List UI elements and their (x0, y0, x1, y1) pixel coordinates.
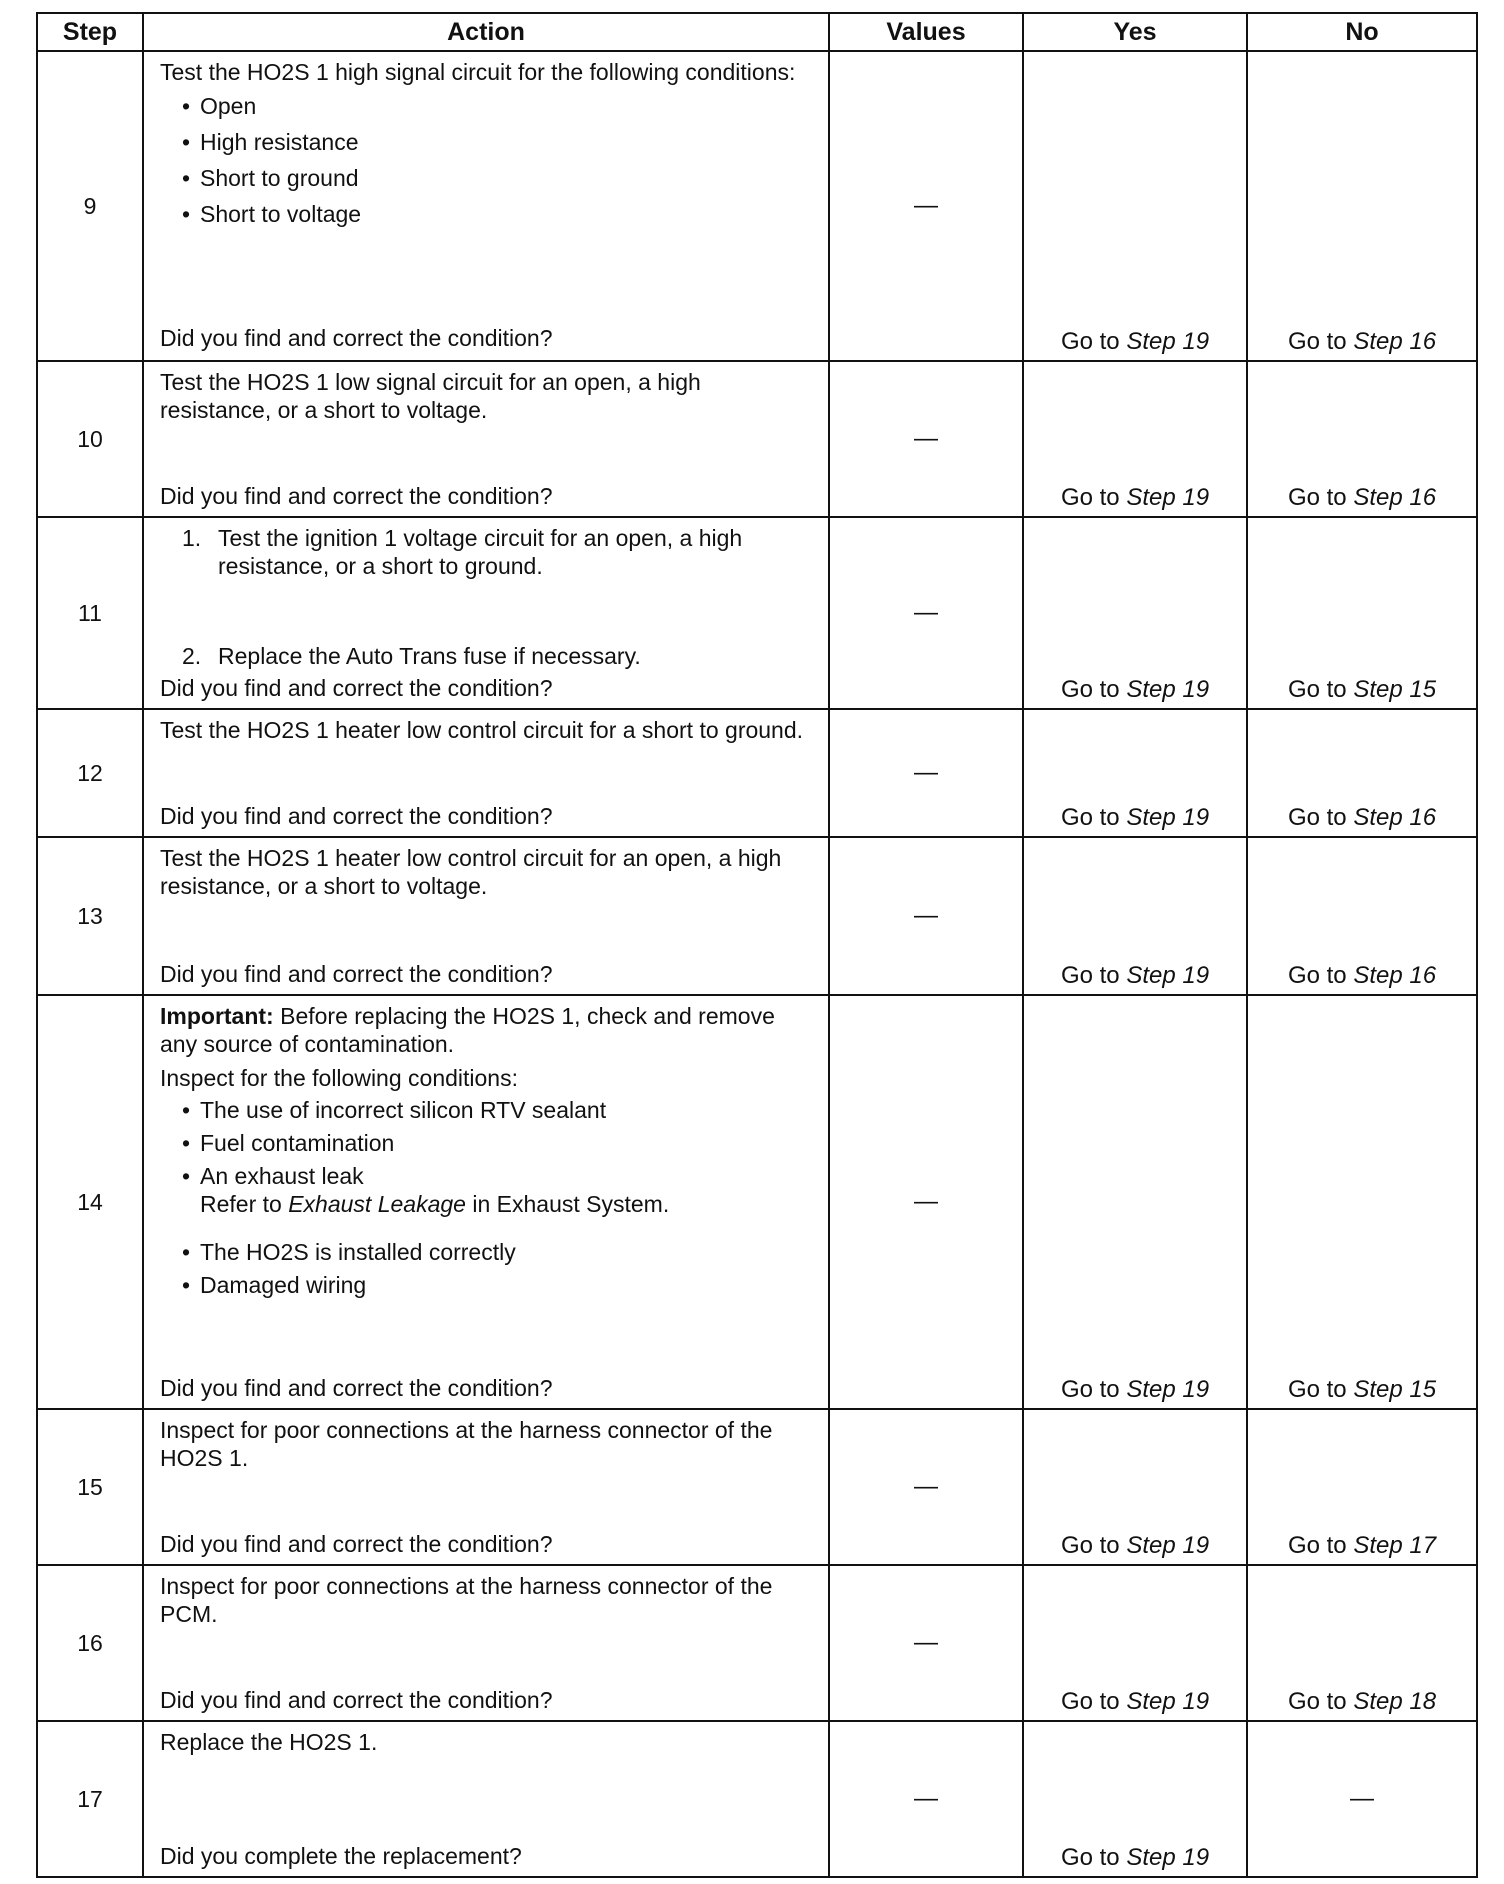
step-number: 14 (37, 995, 143, 1409)
yes-cell (1023, 995, 1247, 1409)
important-label: Important: (160, 1003, 274, 1029)
yes-step-link[interactable]: Step 19 (1126, 1844, 1210, 1871)
list-item: • Open (160, 92, 818, 120)
no-step-link[interactable]: Step 15 (1353, 1376, 1437, 1403)
list-item: • Short to voltage (160, 200, 818, 228)
go-to-label: Go to (1060, 1376, 1120, 1403)
yes-step-link[interactable]: Step 19 (1126, 962, 1210, 989)
yes-cell (1023, 361, 1247, 517)
list-item: • An exhaust leak (160, 1162, 818, 1190)
step-number: 12 (37, 709, 143, 837)
list-item: • Short to ground (160, 164, 818, 192)
action-cell (143, 709, 829, 837)
values-cell: — (829, 837, 1023, 995)
header-yes: Yes (1023, 13, 1247, 51)
yes-step-link[interactable]: Step 19 (1126, 1376, 1210, 1403)
no-cell: — (1247, 1721, 1477, 1877)
no-cell (1247, 361, 1477, 517)
go-to-label: Go to (1287, 676, 1347, 703)
no-cell (1247, 709, 1477, 837)
table-row (37, 837, 1477, 995)
no-cell (1247, 51, 1477, 361)
action-cell (143, 361, 829, 517)
list-number: 1. (182, 525, 202, 551)
question-text: Did you find and correct the condition? (160, 675, 553, 701)
yes-cell (1023, 517, 1247, 709)
values-cell: — (829, 1721, 1023, 1877)
table-header-row (37, 13, 1477, 51)
step-number: 17 (37, 1721, 143, 1877)
go-to-label: Go to (1060, 804, 1120, 831)
no-cell (1247, 995, 1477, 1409)
yes-cell (1023, 51, 1247, 361)
action-text: Test the HO2S 1 low signal circuit for an open, a high resistance, or a short to voltage. (160, 369, 701, 423)
table-row (37, 517, 1477, 709)
no-step-link[interactable]: Step 16 (1353, 962, 1437, 989)
go-to-label: Go to (1287, 804, 1347, 831)
list-item: • Damaged wiring (160, 1271, 818, 1299)
list-item: • Fuel contamination (160, 1129, 818, 1157)
go-to-label: Go to (1060, 962, 1120, 989)
inspect-text: Inspect for the following conditions: (160, 1065, 518, 1091)
header-step: Step (37, 13, 143, 51)
table-row (37, 51, 1477, 361)
yes-step-link[interactable]: Step 19 (1126, 1532, 1210, 1559)
action-text: Inspect for poor connections at the harness connector of the HO2S 1. (160, 1417, 773, 1471)
values-cell: — (829, 517, 1023, 709)
action-cell (143, 837, 829, 995)
no-step-link[interactable]: Step 17 (1353, 1532, 1437, 1559)
question-text: Did you find and correct the condition? (160, 483, 553, 509)
question-text: Did you find and correct the condition? (160, 325, 553, 351)
question-text: Did you find and correct the condition? (160, 1375, 553, 1401)
action-text: Test the HO2S 1 high signal circuit for the following conditions: (160, 59, 796, 85)
no-cell (1247, 1565, 1477, 1721)
numbered-list (160, 524, 818, 670)
go-to-label: Go to (1060, 1532, 1120, 1559)
go-to-label: Go to (1060, 484, 1120, 511)
go-to-label: Go to (1060, 1688, 1120, 1715)
action-text: Replace the HO2S 1. (160, 1729, 378, 1755)
list-item: • High resistance (160, 128, 818, 156)
action-text: Test the HO2S 1 heater low control circuit for a short to ground. (160, 717, 804, 743)
table-row (37, 1409, 1477, 1565)
list-text: Test the ignition 1 voltage circuit for an open, a high resistance, or a short to ground. (218, 525, 743, 579)
header-no: No (1247, 13, 1477, 51)
step-number: 10 (37, 361, 143, 517)
table-row (37, 709, 1477, 837)
question-text: Did you find and correct the condition? (160, 961, 553, 987)
action-cell (143, 995, 829, 1409)
no-step-link[interactable]: Step 18 (1353, 1688, 1437, 1715)
yes-cell (1023, 709, 1247, 837)
important-note (160, 1002, 818, 1058)
ref-prefix: Refer to (200, 1191, 289, 1217)
condition-list (160, 1096, 818, 1190)
action-cell (143, 517, 829, 709)
go-to-label: Go to (1287, 1688, 1347, 1715)
values-cell: — (829, 1565, 1023, 1721)
list-item: • The HO2S is installed correctly (160, 1238, 818, 1266)
values-cell: — (829, 709, 1023, 837)
list-item: • The use of incorrect silicon RTV sealant (160, 1096, 818, 1124)
yes-cell (1023, 1721, 1247, 1877)
go-to-label: Go to (1287, 1532, 1347, 1559)
condition-list (160, 1238, 818, 1299)
step-number: 13 (37, 837, 143, 995)
header-action: Action (143, 13, 829, 51)
step-number: 15 (37, 1409, 143, 1565)
condition-list (160, 92, 818, 228)
action-cell (143, 51, 829, 361)
header-values: Values (829, 13, 1023, 51)
step-number: 11 (37, 517, 143, 709)
list-text: Replace the Auto Trans fuse if necessary. (218, 643, 641, 669)
yes-step-link[interactable]: Step 19 (1126, 484, 1210, 511)
yes-step-link[interactable]: Step 19 (1126, 1688, 1210, 1715)
yes-step-link[interactable]: Step 19 (1126, 676, 1210, 703)
go-to-label: Go to (1060, 328, 1120, 355)
table-row (37, 1565, 1477, 1721)
question-text: Did you find and correct the condition? (160, 1531, 553, 1557)
values-cell: — (829, 995, 1023, 1409)
no-step-link[interactable]: Step 16 (1353, 484, 1437, 511)
question-text: Did you find and correct the condition? (160, 803, 553, 829)
yes-cell (1023, 1409, 1247, 1565)
diagnostic-procedure-table (36, 12, 1478, 1878)
go-to-label: Go to (1060, 1844, 1120, 1871)
table-row (37, 995, 1477, 1409)
values-cell: — (829, 51, 1023, 361)
go-to-label: Go to (1287, 962, 1347, 989)
action-text: Inspect for poor connections at the harness connector of the PCM. (160, 1573, 773, 1627)
go-to-label: Go to (1287, 1376, 1347, 1403)
no-step-link[interactable]: Step 15 (1353, 676, 1437, 703)
go-to-label: Go to (1287, 328, 1347, 355)
table-row (37, 1721, 1477, 1877)
list-item (160, 642, 818, 670)
yes-cell (1023, 1565, 1247, 1721)
reference-line (160, 1190, 818, 1218)
table-row (37, 361, 1477, 517)
values-cell: — (829, 361, 1023, 517)
list-number: 2. (182, 643, 202, 669)
go-to-label: Go to (1060, 676, 1120, 703)
question-text: Did you complete the replacement? (160, 1843, 522, 1869)
no-cell (1247, 837, 1477, 995)
yes-step-link[interactable]: Step 19 (1126, 328, 1210, 355)
no-step-link[interactable]: Step 16 (1353, 804, 1437, 831)
go-to-label: Go to (1287, 484, 1347, 511)
step-number: 9 (37, 51, 143, 361)
action-cell (143, 1565, 829, 1721)
no-step-link[interactable]: Step 16 (1353, 328, 1437, 355)
action-text: Test the HO2S 1 heater low control circuit for an open, a high resistance, or a short to voltage. (160, 845, 782, 899)
ref-suffix: in Exhaust System. (465, 1191, 670, 1217)
important-text: Before replacing the HO2S 1, check and remove any source of contamination. (160, 1003, 775, 1057)
step-number: 16 (37, 1565, 143, 1721)
values-cell: — (829, 1409, 1023, 1565)
list-item (160, 524, 818, 580)
yes-cell (1023, 837, 1247, 995)
yes-step-link[interactable]: Step 19 (1126, 804, 1210, 831)
action-cell (143, 1409, 829, 1565)
no-cell (1247, 1409, 1477, 1565)
no-cell (1247, 517, 1477, 709)
question-text: Did you find and correct the condition? (160, 1687, 553, 1713)
exhaust-leakage-link[interactable]: Exhaust Leakage (288, 1191, 466, 1217)
action-cell (143, 1721, 829, 1877)
